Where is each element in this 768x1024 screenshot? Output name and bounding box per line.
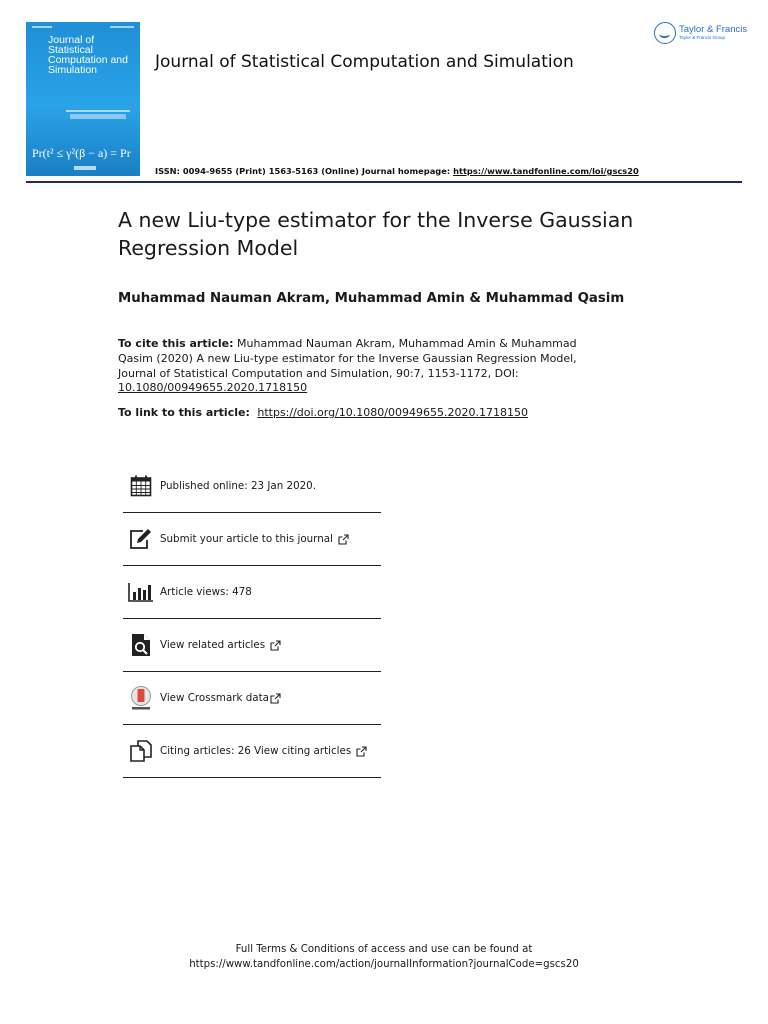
submit-article-link[interactable]: Submit your article to this journal (160, 533, 333, 545)
journal-cover-image (26, 22, 140, 176)
article-views-row (123, 566, 381, 619)
issn-line (155, 166, 639, 176)
article-authors: Muhammad Nauman Akram, Muhammad Amin & Muhammad Qasim (118, 291, 625, 306)
cover-formula: Pr(t² ≤ γ²(β − a) = Pr (32, 146, 131, 160)
edit-icon (126, 524, 156, 554)
related-articles-row[interactable] (123, 619, 381, 672)
external-link-icon (338, 534, 349, 545)
terms-footer-link[interactable]: https://www.tandfonline.com/action/journalInformation?journalCode=gscs20 (189, 959, 579, 970)
published-online-text: Published online: 23 Jan 2020. (160, 480, 316, 492)
journal-title: Journal of Statistical Computation and Simulation (155, 52, 574, 72)
publisher-logo-icon (654, 22, 676, 44)
journal-homepage-link[interactable]: https://www.tandfonline.com/loi/gscs20 (453, 166, 639, 176)
calendar-icon (126, 471, 156, 501)
article-link-label: To link to this article: (118, 406, 250, 419)
header-divider (26, 181, 742, 183)
terms-footer (0, 942, 768, 972)
citing-articles-link[interactable]: Citing articles: 26 View citing articles (160, 745, 352, 757)
citing-articles-row[interactable] (123, 725, 381, 778)
publisher-group: Taylor & Francis Group (679, 35, 726, 40)
issn-text: ISSN: 0094-9655 (Print) 1563-5163 (Online) Journal homepage: (155, 166, 451, 176)
published-online-row (123, 460, 381, 513)
cover-title: Journal of Statistical Computation and Simulation (48, 34, 128, 76)
citation-label: To cite this article: (118, 337, 234, 350)
crossmark-link[interactable]: View Crossmark data (160, 692, 269, 704)
publisher-name: Taylor & Francis (679, 24, 748, 35)
document-search-icon (126, 630, 156, 660)
submit-article-row[interactable] (123, 513, 381, 566)
article-title: A new Liu-type estimator for the Inverse Gaussian Regression Model (118, 208, 634, 260)
citation-block (118, 337, 588, 396)
copy-documents-icon (126, 736, 156, 766)
citation-text: Muhammad Nauman Akram, Muhammad Amin & Muhammad Qasim (2020) A new Liu-type estimator for the Inverse Gaussian Regression Model, Journal of Statistical Computation and Simulation, 90:7, 1153-1172, DOI: (118, 337, 577, 380)
crossmark-icon (126, 683, 156, 713)
article-link-line (118, 406, 528, 419)
publisher-logo (654, 22, 747, 44)
article-views-text: Article views: 478 (160, 586, 252, 598)
related-articles-link[interactable]: View related articles (160, 639, 266, 651)
citation-doi-link[interactable]: 10.1080/00949655.2020.1718150 (118, 381, 308, 395)
external-link-icon (356, 746, 367, 757)
bar-chart-icon (126, 577, 156, 607)
crossmark-row[interactable] (123, 672, 381, 725)
external-link-icon (270, 693, 281, 704)
article-doi-url[interactable]: https://doi.org/10.1080/00949655.2020.1718150 (257, 406, 528, 419)
terms-footer-line1: Full Terms & Conditions of access and use can be found at (235, 944, 533, 955)
external-link-icon (270, 640, 281, 651)
